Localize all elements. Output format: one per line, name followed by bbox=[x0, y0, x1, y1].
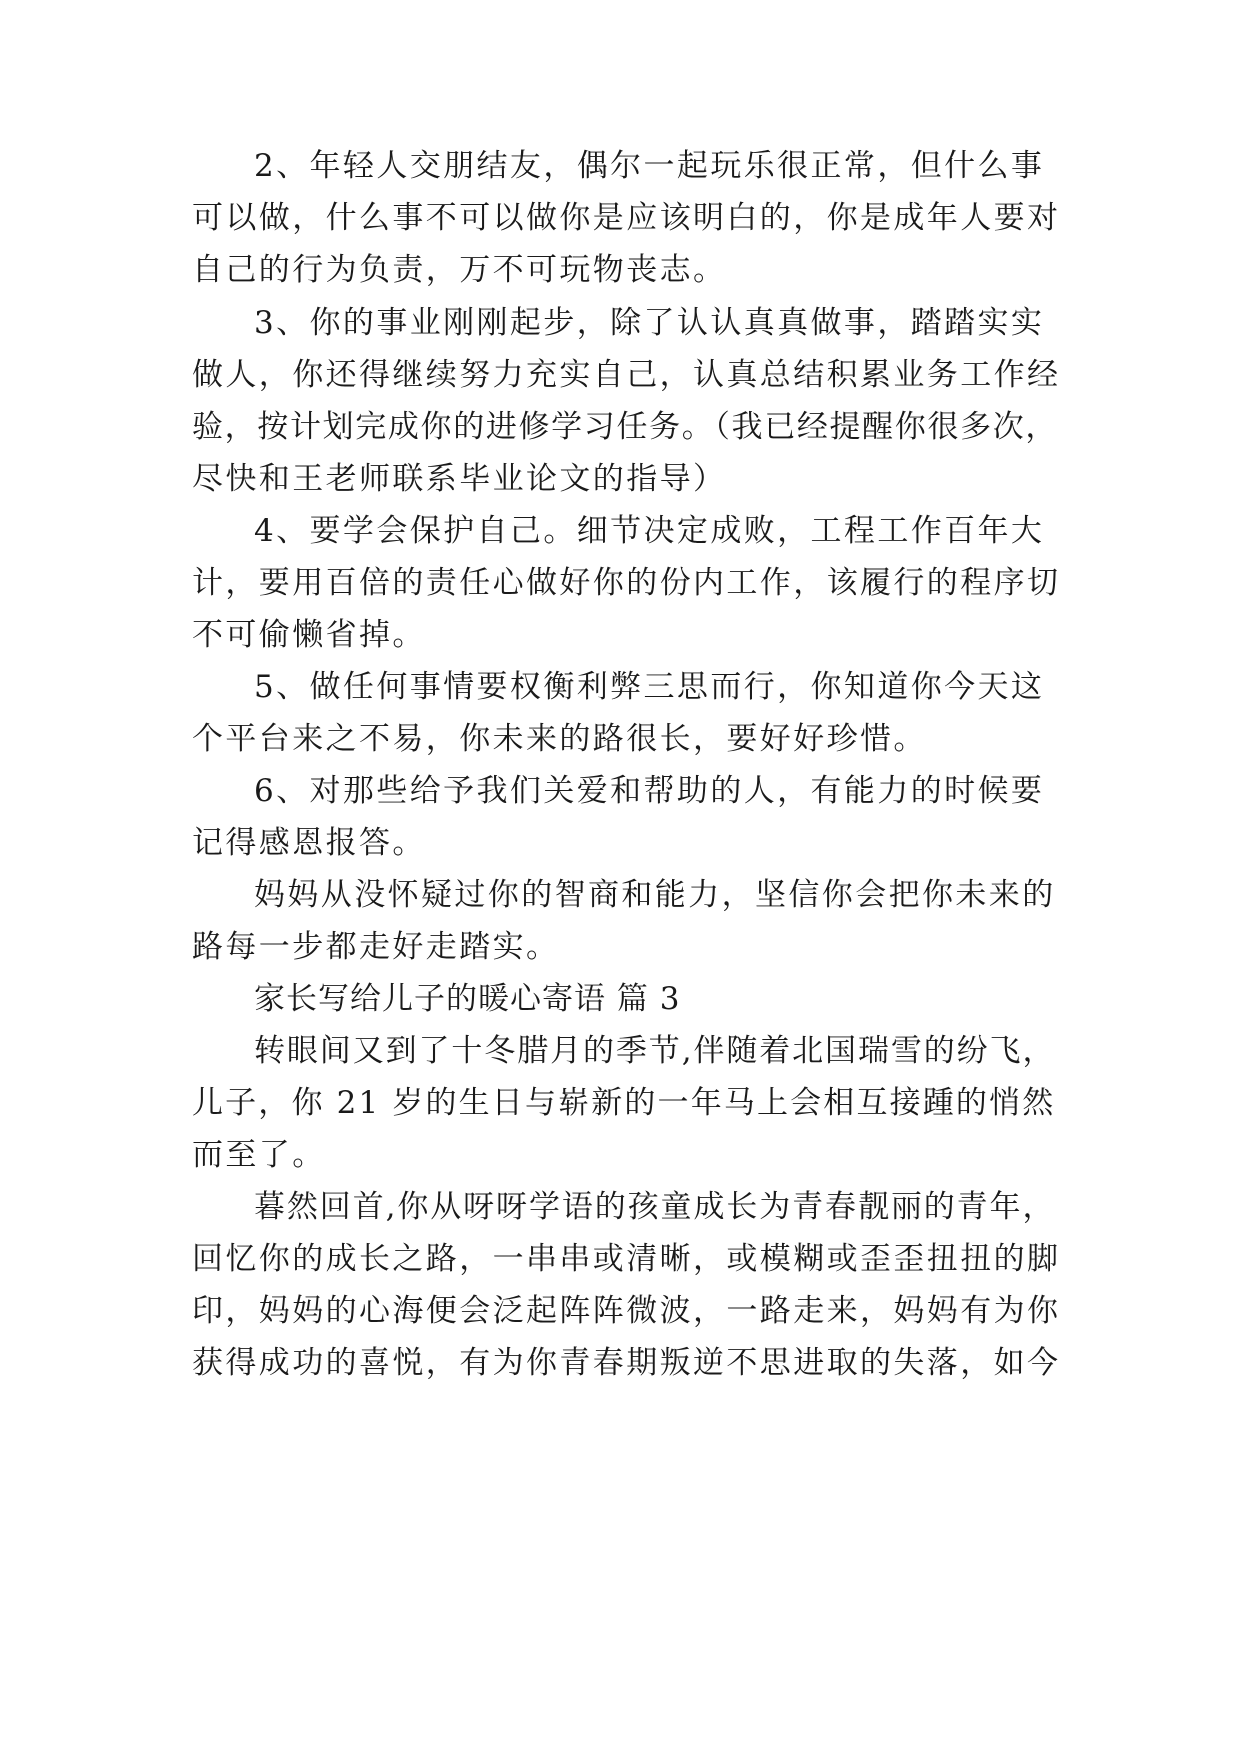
text-line: 而至了。 bbox=[192, 1137, 326, 1173]
text-line: 6、对那些给予我们关爱和帮助的人，有能力的时候要 bbox=[254, 773, 1045, 809]
text-line: 印，妈妈的心海便会泛起阵阵微波，一路走来，妈妈有为你 bbox=[192, 1293, 1061, 1329]
text-line: 可以做，什么事不可以做你是应该明白的，你是成年人要对 bbox=[192, 200, 1061, 236]
section-heading: 家长写给儿子的暖心寄语 篇 3 bbox=[254, 981, 681, 1017]
text-line: 验，按计划完成你的进修学习任务。（我已经提醒你很多次， bbox=[192, 409, 1059, 445]
text-line: 妈妈从没怀疑过你的智商和能力，坚信你会把你未来的 bbox=[254, 877, 1056, 913]
text-line: 5、做任何事情要权衡利弊三思而行，你知道你今天这 bbox=[254, 669, 1045, 705]
text-line: 尽快和王老师联系毕业论文的指导） bbox=[192, 461, 727, 497]
text-line: 不可偷懒省掉。 bbox=[192, 617, 426, 653]
text-line: 暮然回首,你从呀呀学语的孩童成长为青春靓丽的青年， bbox=[254, 1189, 1056, 1225]
text-line: 2、年轻人交朋结友，偶尔一起玩乐很正常，但什么事 bbox=[254, 148, 1045, 184]
text-line: 自己的行为负责，万不可玩物丧志。 bbox=[192, 252, 727, 288]
text-line: 计，要用百倍的责任心做好你的份内工作，该履行的程序切 bbox=[192, 565, 1061, 601]
text-line: 回忆你的成长之路，一串串或清晰，或模糊或歪歪扭扭的脚 bbox=[192, 1241, 1061, 1277]
text-line: 路每一步都走好走踏实。 bbox=[192, 929, 560, 965]
text-line: 3、你的事业刚刚起步，除了认认真真做事，踏踏实实 bbox=[254, 305, 1045, 341]
text-line: 做人，你还得继续努力充实自己，认真总结积累业务工作经 bbox=[192, 357, 1061, 393]
text-line: 转眼间又到了十冬腊月的季节,伴随着北国瑞雪的纷飞， bbox=[254, 1033, 1056, 1069]
text-line: 4、要学会保护自己。细节决定成败，工程工作百年大 bbox=[254, 513, 1045, 549]
text-line: 记得感恩报答。 bbox=[192, 825, 426, 861]
text-line: 获得成功的喜悦，有为你青春期叛逆不思进取的失落，如今 bbox=[192, 1345, 1061, 1381]
text-line: 个平台来之不易，你未来的路很长，要好好珍惜。 bbox=[192, 721, 927, 757]
text-line: 儿子，你 21 岁的生日与崭新的一年马上会相互接踵的悄然 bbox=[192, 1085, 1056, 1121]
